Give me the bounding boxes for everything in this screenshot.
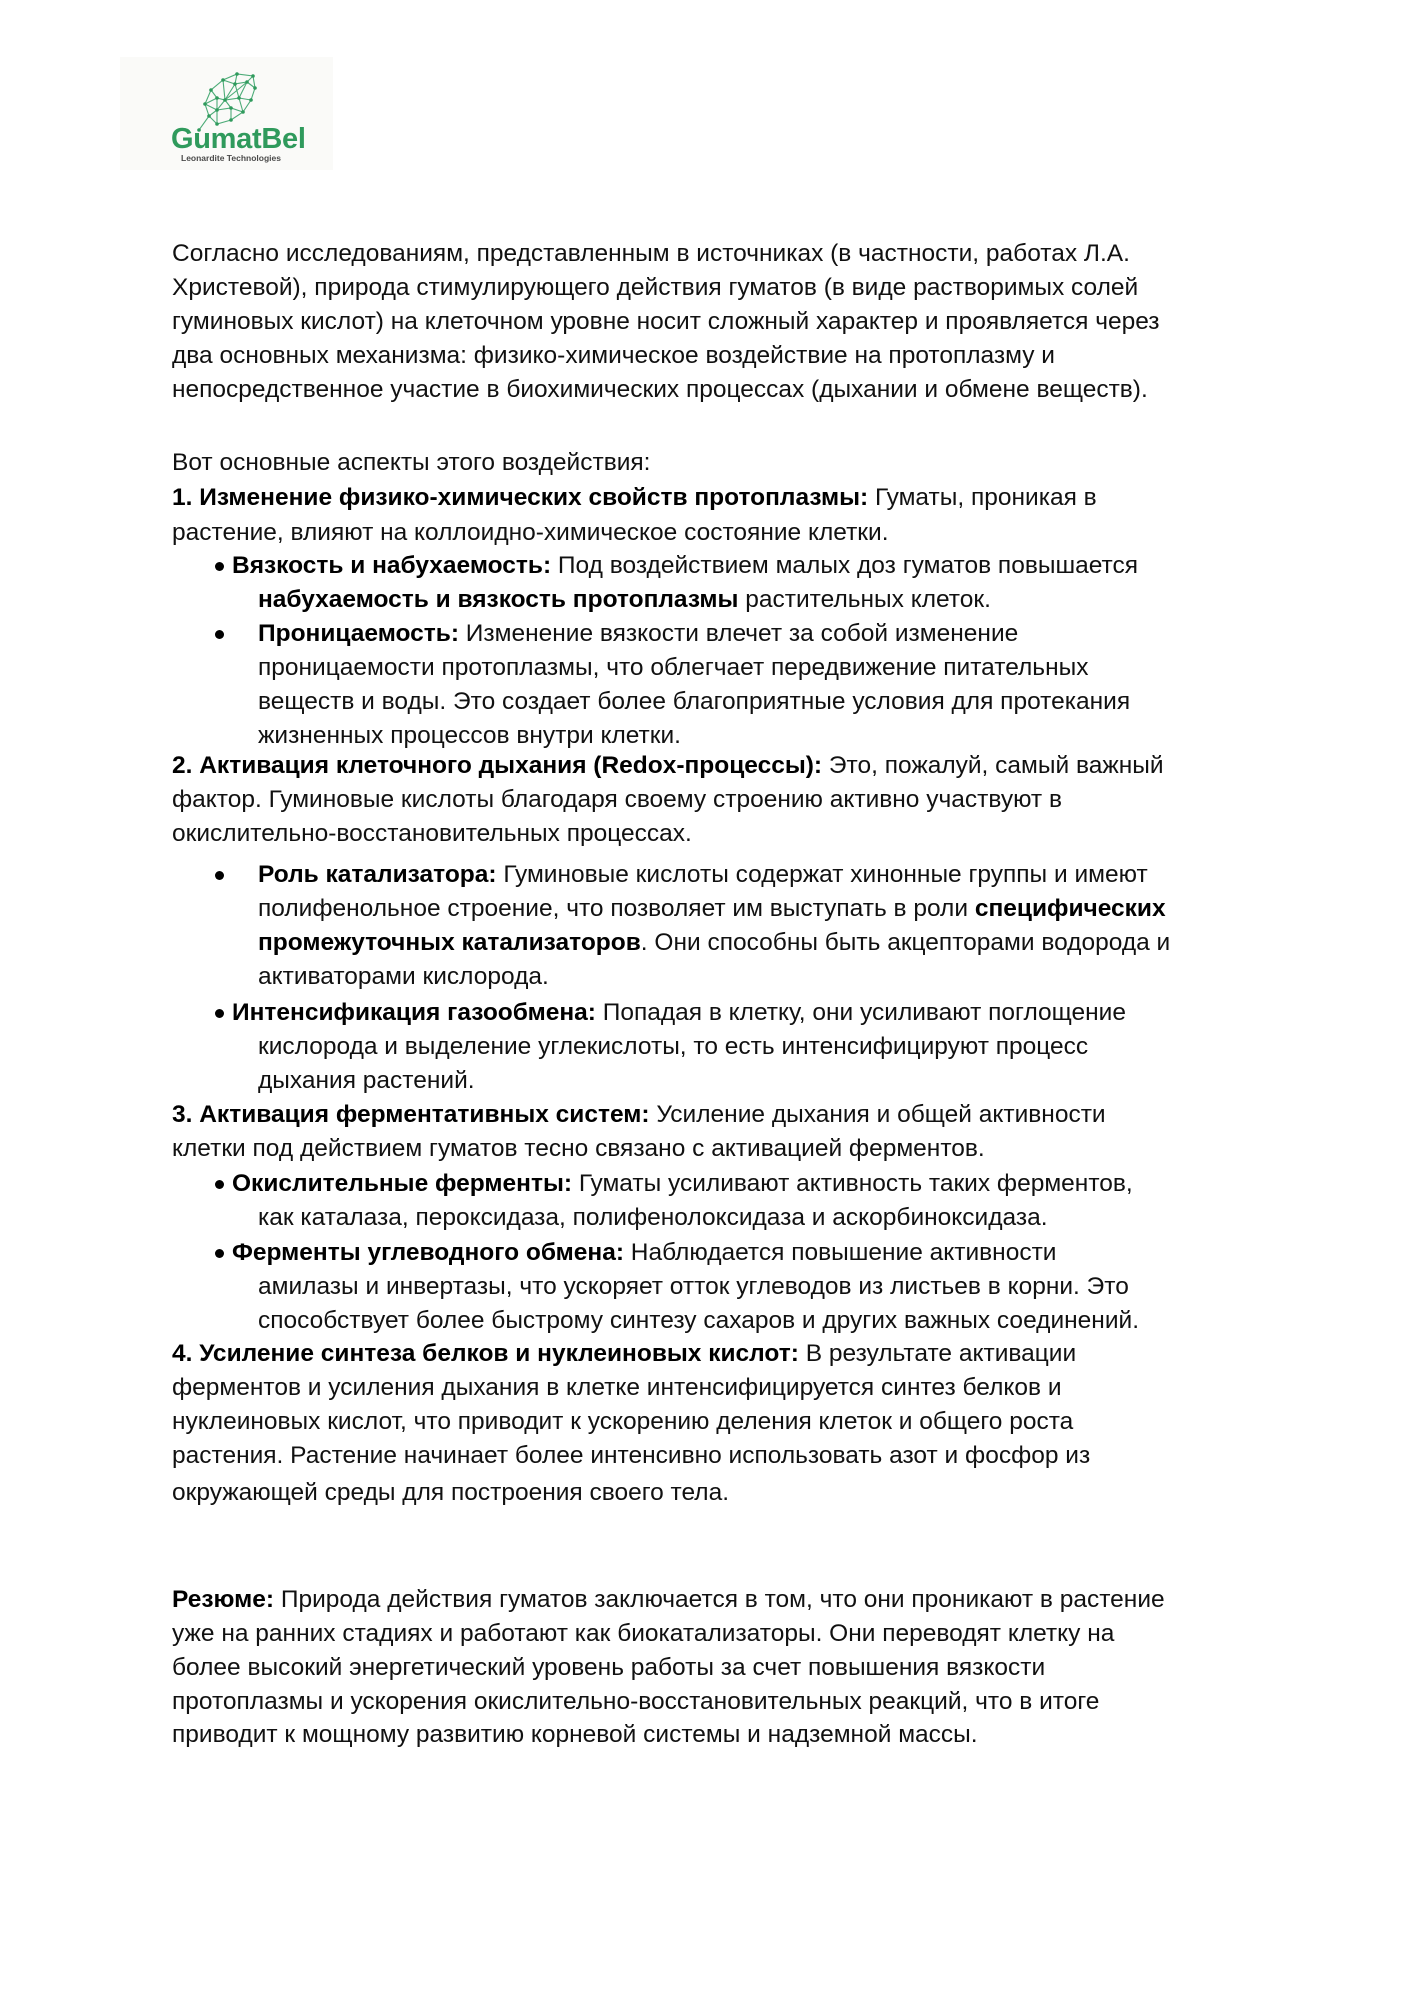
text-line bbox=[172, 749, 1164, 783]
text: Согласно исследованиям, представленным в источниках (в частности, работах Л.А. bbox=[172, 239, 1130, 267]
bullet-icon bbox=[215, 871, 224, 880]
text-line bbox=[172, 1371, 1062, 1405]
text-line bbox=[172, 1439, 1090, 1473]
text: Христевой), природа стимулирующего действия гуматов (в виде растворимых солей bbox=[172, 273, 1139, 301]
text: более высокий энергетический уровень работы за счет повышения вязкости bbox=[172, 1653, 1046, 1681]
list-item-line bbox=[232, 549, 1138, 583]
bold-text: Проницаемость: bbox=[258, 619, 459, 647]
bullet-icon bbox=[215, 1009, 224, 1018]
text: два основных механизма: физико-химическое воздействие на протоплазму и bbox=[172, 341, 1055, 369]
text-line bbox=[172, 1685, 1099, 1719]
text-line bbox=[172, 1651, 1045, 1685]
text: Гуминовые кислоты содержат хинонные группы и имеют bbox=[496, 860, 1148, 888]
bullet-icon bbox=[215, 630, 224, 639]
text-line bbox=[172, 271, 1138, 305]
text-line bbox=[172, 1405, 1073, 1439]
bullet-icon bbox=[215, 1180, 224, 1189]
text-line bbox=[172, 1337, 1076, 1371]
text: нуклеиновых кислот, что приводит к ускорению деления клеток и общего роста bbox=[172, 1407, 1074, 1435]
text-line bbox=[258, 960, 549, 994]
list-item-line bbox=[258, 858, 1148, 892]
bold-text: 3. Активация ферментативных систем: bbox=[172, 1100, 650, 1128]
text: протоплазмы и ускорения окислительно-восстановительных реакций, что в итоге bbox=[172, 1687, 1100, 1715]
text: кислорода и выделение углекислоты, то есть интенсифицируют процесс bbox=[258, 1032, 1089, 1060]
bold-text: Резюме: bbox=[172, 1585, 275, 1613]
text-line bbox=[258, 1064, 475, 1098]
text: растения. Растение начинает более интенсивно использовать азот и фосфор из bbox=[172, 1441, 1091, 1469]
text-line bbox=[258, 1270, 1129, 1304]
text: ферментов и усиления дыхания в клетке интенсифицируется синтез белков и bbox=[172, 1373, 1062, 1401]
text: уже на ранних стадиях и работают как биокатализаторы. Они переводят клетку на bbox=[172, 1619, 1115, 1647]
text-line bbox=[172, 446, 650, 480]
text-line bbox=[172, 237, 1130, 271]
bold-text: Интенсификация газообмена: bbox=[232, 998, 596, 1026]
text: Природа действия гуматов заключается в том, что они проникают в растение bbox=[274, 1585, 1165, 1613]
text: фактор. Гуминовые кислоты благодаря своему строению активно участвуют в bbox=[172, 785, 1062, 813]
text: полифенольное строение, что позволяет им выступать в роли bbox=[258, 894, 975, 922]
text: амилазы и инвертазы, что ускоряет отток углеводов из листьев в корни. Это bbox=[258, 1272, 1129, 1300]
bold-text: Роль катализатора: bbox=[258, 860, 497, 888]
bold-text: 1. Изменение физико-химических свойств протоплазмы: bbox=[172, 483, 869, 511]
text: гуминовых кислот) на клеточном уровне носит сложный характер и проявляется через bbox=[172, 307, 1160, 335]
text: Усиление дыхания и общей активности bbox=[649, 1100, 1106, 1128]
text-line bbox=[172, 1132, 985, 1166]
text-line bbox=[172, 1718, 978, 1752]
text-line bbox=[258, 719, 681, 753]
text: веществ и воды. Это создает более благоприятные условия для протекания bbox=[258, 687, 1131, 715]
text: Гуматы усиливают активность таких ферментов, bbox=[572, 1169, 1133, 1197]
text: способствует более быстрому синтезу сахаров и других важных соединений. bbox=[258, 1306, 1139, 1334]
text-line bbox=[258, 1030, 1088, 1064]
logo-tagline: Leonardite Technologies bbox=[181, 153, 281, 163]
text-line bbox=[172, 1583, 1165, 1617]
list-item-line bbox=[232, 1236, 1057, 1270]
text: дыхания растений. bbox=[258, 1066, 475, 1094]
text-line bbox=[172, 817, 692, 851]
text-line bbox=[258, 685, 1130, 719]
text-line bbox=[258, 583, 991, 617]
bullet-icon bbox=[215, 562, 224, 571]
text: В результате активации bbox=[798, 1339, 1077, 1367]
text: Под воздействием малых доз гуматов повышается bbox=[551, 551, 1139, 579]
text: растительных клеток. bbox=[738, 585, 991, 613]
text: приводит к мощному развитию корневой системы и надземной массы. bbox=[172, 1720, 978, 1748]
text-line bbox=[172, 783, 1062, 817]
text-line bbox=[172, 1476, 729, 1510]
bullet-icon bbox=[215, 1249, 224, 1258]
list-item-line bbox=[258, 617, 1018, 651]
text: Наблюдается повышение активности bbox=[624, 1238, 1057, 1266]
text-line bbox=[172, 1098, 1106, 1132]
text-line bbox=[258, 926, 1170, 960]
text-line bbox=[172, 1617, 1114, 1651]
bold-text: набухаемость и вязкость протоплазмы bbox=[258, 585, 739, 613]
text: . Они способны быть акцепторами водорода и bbox=[640, 928, 1171, 956]
text-line bbox=[172, 516, 889, 550]
text: проницаемости протоплазмы, что облегчает передвижение питательных bbox=[258, 653, 1089, 681]
bold-text: Ферменты углеводного обмена: bbox=[232, 1238, 624, 1266]
text-line bbox=[258, 1201, 1048, 1235]
list-item-line bbox=[232, 996, 1126, 1030]
text: непосредственное участие в биохимических процессах (дыхании и обмене веществ). bbox=[172, 375, 1148, 403]
text-line bbox=[258, 1304, 1139, 1338]
text-line bbox=[172, 481, 1097, 515]
text: окислительно-восстановительных процессах. bbox=[172, 819, 692, 847]
text: Гуматы, проникая в bbox=[868, 483, 1097, 511]
bold-text: Окислительные ферменты: bbox=[232, 1169, 573, 1197]
text: как каталаза, пероксидаза, полифенолоксидаза и аскорбиноксидаза. bbox=[258, 1203, 1048, 1231]
bold-text: 4. Усиление синтеза белков и нуклеиновых кислот: bbox=[172, 1339, 799, 1367]
text: окружающей среды для построения своего тела. bbox=[172, 1478, 730, 1506]
text-line bbox=[172, 373, 1148, 407]
text-line bbox=[258, 892, 1166, 926]
text: растение, влияют на коллоидно-химическое состояние клетки. bbox=[172, 518, 889, 546]
text: Это, пожалуй, самый важный bbox=[822, 751, 1164, 779]
text: активаторами кислорода. bbox=[258, 962, 549, 990]
text: жизненных процессов внутри клетки. bbox=[258, 721, 681, 749]
text: клетки под действием гуматов тесно связано с активацией ферментов. bbox=[172, 1134, 985, 1162]
bold-text: 2. Активация клеточного дыхания (Redox-процессы): bbox=[172, 751, 823, 779]
text-line bbox=[172, 339, 1055, 373]
text-line bbox=[172, 305, 1160, 339]
bold-text: специфических bbox=[974, 894, 1166, 922]
bold-text: Вязкость и набухаемость: bbox=[232, 551, 552, 579]
bold-text: промежуточных катализаторов bbox=[258, 928, 641, 956]
text: Попадая в клетку, они усиливают поглощение bbox=[595, 998, 1126, 1026]
text: Изменение вязкости влечет за собой изменение bbox=[458, 619, 1019, 647]
text-line bbox=[258, 651, 1088, 685]
list-item-line bbox=[232, 1167, 1133, 1201]
text: Вот основные аспекты этого воздействия: bbox=[172, 448, 651, 476]
logo-name: GumatBel bbox=[171, 123, 306, 155]
